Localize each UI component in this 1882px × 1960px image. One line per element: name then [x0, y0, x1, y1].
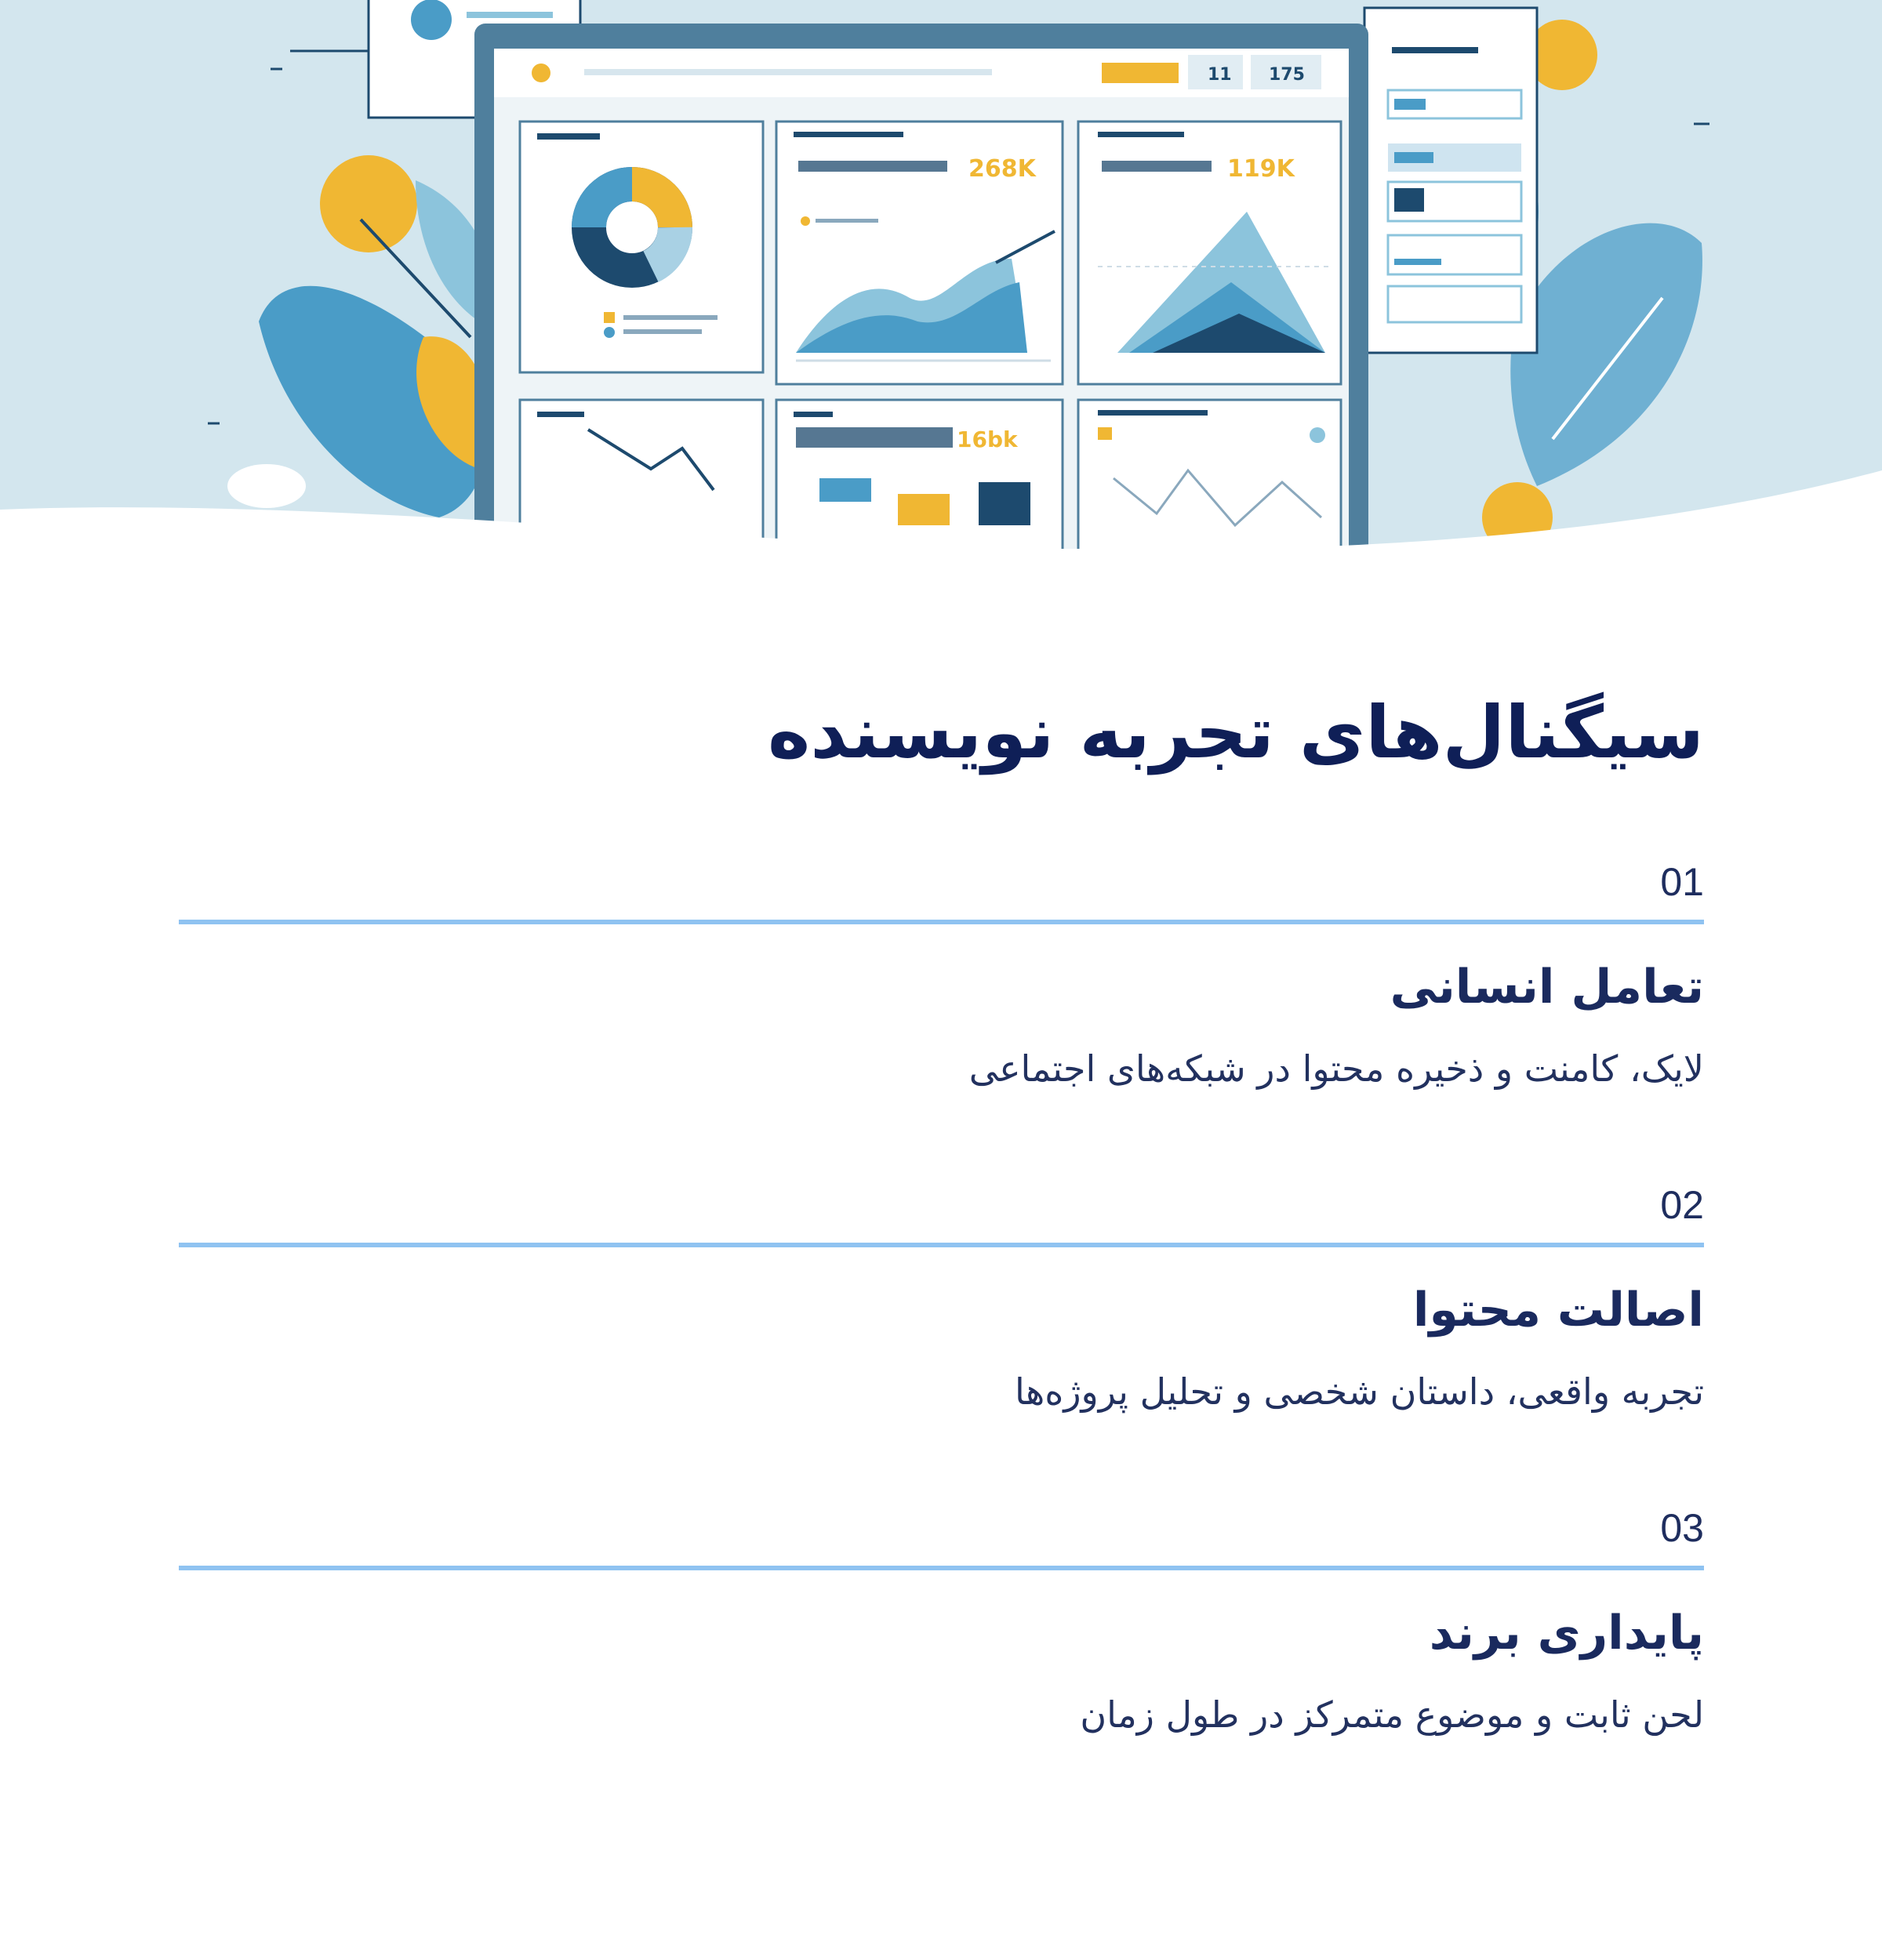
signal-item-1 — [179, 858, 1704, 1094]
item-description: تجربه واقعی، داستان شخصی و تحلیل پروژه‌ها — [1014, 1370, 1704, 1413]
signal-item-3 — [179, 1504, 1704, 1740]
divider — [179, 920, 1704, 924]
item-heading: اصالت محتوا — [1412, 1283, 1704, 1338]
metric-label-1: 268K — [968, 155, 1036, 183]
header-count-2: 175 — [1269, 65, 1305, 85]
page-title: سیگنال‌های تجربه نویسنده — [768, 691, 1704, 775]
header-count-1: 11 — [1208, 65, 1232, 85]
metric-label-3: 16bk — [957, 426, 1018, 452]
metric-label-2: 119K — [1227, 155, 1295, 183]
item-number: 02 — [1660, 1183, 1704, 1227]
item-description: لحن ثابت و موضوع متمرکز در طول زمان — [1080, 1693, 1704, 1736]
item-description: لایک، کامنت و ذخیره محتوا در شبکه‌های اجتماعی — [968, 1047, 1704, 1090]
divider — [179, 1566, 1704, 1570]
hero-illustration — [0, 0, 1882, 549]
divider — [179, 1243, 1704, 1247]
signal-item-2 — [179, 1181, 1704, 1417]
dashboard-illustration-icon — [0, 0, 1882, 549]
item-heading: تعامل انسانی — [1390, 960, 1704, 1014]
item-heading: پایداری برند — [1429, 1606, 1704, 1661]
item-number: 03 — [1660, 1506, 1704, 1550]
item-number: 01 — [1660, 860, 1704, 904]
